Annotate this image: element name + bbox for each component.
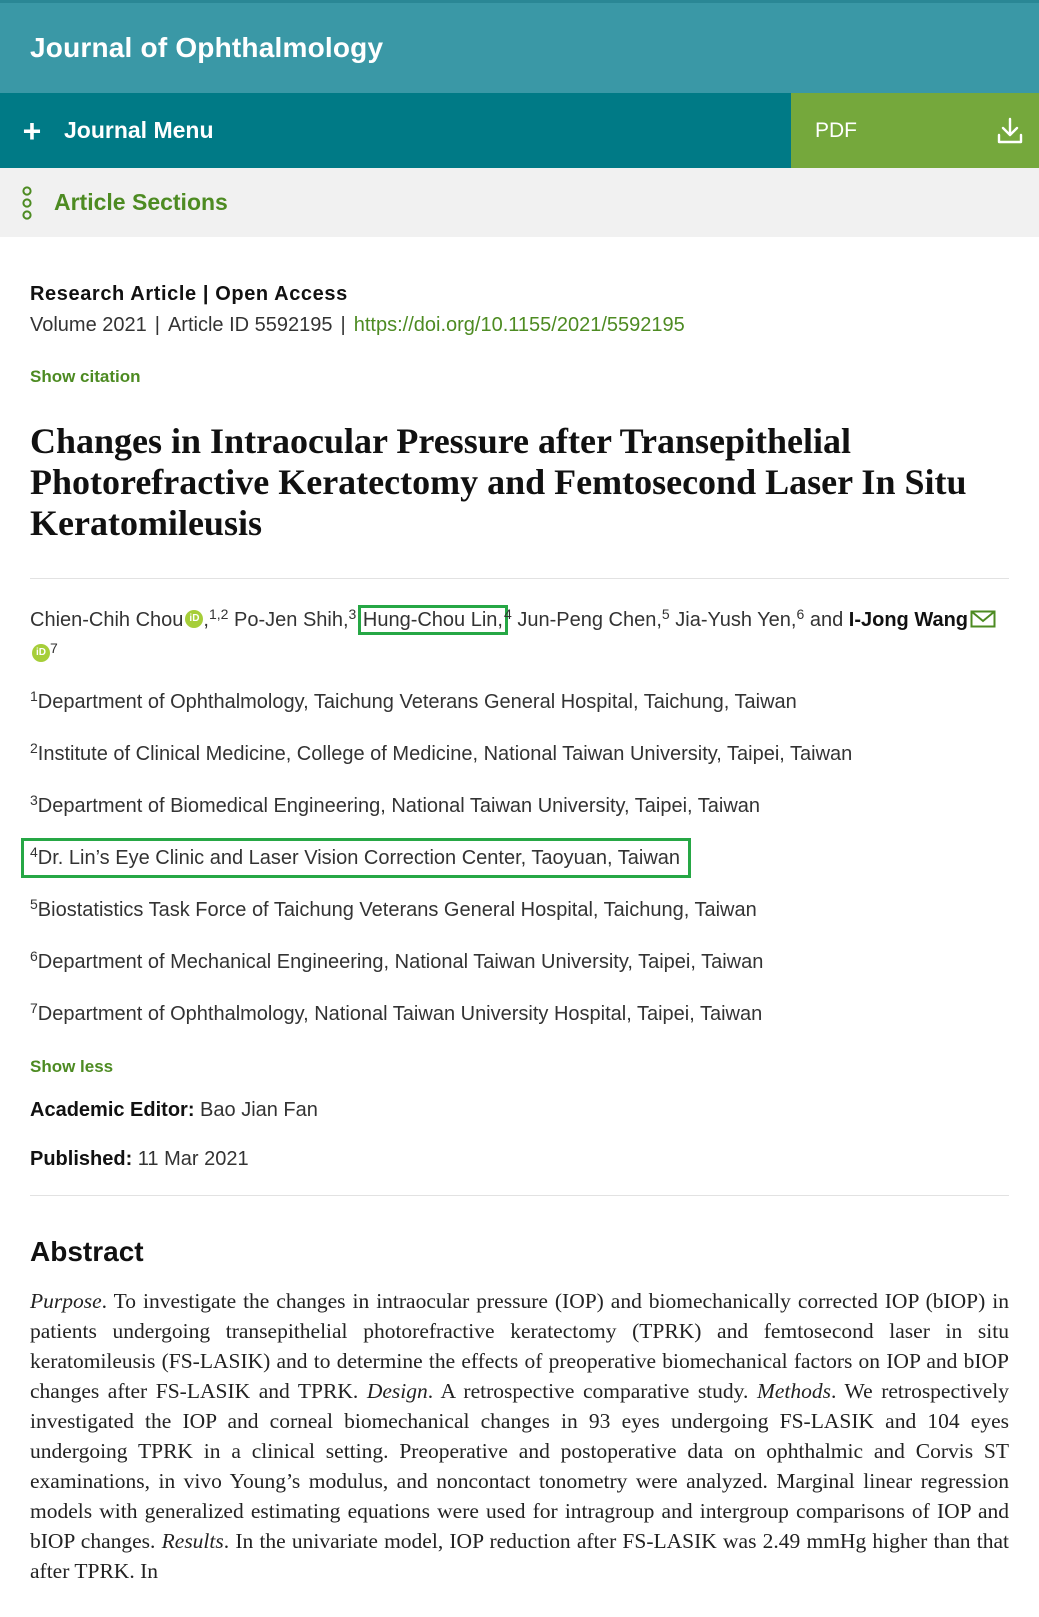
abstract-methods-text: . We retrospectively investigated the IOP and corneal biomechanical changes in 93 eyes undergoing FS-LASIK and 104 eyes undergoing TPRK in a clinical setting. Preoperative and postoperative data on ophthalmic and Corvis ST examinations, in vivo Young’s modulus, and noncontact tonometry were analyzed. Marginal linear regression models with generalized estimating equations were used for intragroup and intergroup comparisons of IOP and bIOP changes. <box>30 1379 1009 1553</box>
article-content <box>0 283 1039 1586</box>
affiliation-text: Department of Biomedical Engineering, National Taiwan University, Taipei, Taiwan <box>37 795 761 817</box>
abstract-text <box>30 1286 1009 1586</box>
published-date <box>30 1148 1009 1171</box>
journal-menu-button[interactable] <box>0 93 791 168</box>
affiliation-item <box>30 789 1009 823</box>
author-name[interactable]: Po-Jen Shih, <box>234 609 349 631</box>
abstract-results-text: . In the univariate model, IOP reduction after FS-LASIK was 2.49 mmHg higher than that after TPRK. In <box>30 1529 1010 1583</box>
affiliation-item-highlighted <box>24 841 688 875</box>
editor-value: Bao Jian Fan <box>200 1099 318 1121</box>
show-citation-link[interactable]: Show citation <box>30 367 141 386</box>
affiliation-number: 1 <box>30 688 38 704</box>
volume-line: Volume 2021 | Article ID 5592195 | https://doi.org/10.1155/2021/5592195 <box>30 314 685 336</box>
affiliation-number: 4 <box>30 844 38 860</box>
affiliation-item <box>30 997 1009 1031</box>
orcid-icon[interactable]: iD <box>185 610 203 628</box>
affiliation-text: Department of Ophthalmology, National Taiwan University Hospital, Taipei, Taiwan <box>37 1003 763 1025</box>
abstract-purpose-text: . To investigate the changes in intraocular pressure (IOP) and biomechanically corrected IOP (bIOP) in patients undergoing transepithelial photorefractive keratectomy (TPRK) and femtosecond laser in situ keratomileusis (FS-LASIK) and to determine the effects of preoperative biomechanical factors on IOP and bIOP changes after FS-LASIK and TPRK. <box>30 1289 1009 1403</box>
pdf-label: PDF <box>815 118 857 142</box>
download-icon <box>995 116 1025 146</box>
author-superscript: 3 <box>348 606 357 622</box>
email-icon[interactable] <box>970 610 996 628</box>
volume: Volume 2021 <box>30 314 147 336</box>
abstract-design-label: Design <box>366 1379 428 1403</box>
affiliation-number: 7 <box>30 1000 38 1016</box>
article-sections-label: Article Sections <box>54 189 228 215</box>
published-value: 11 Mar 2021 <box>137 1148 249 1170</box>
affiliation-text: Biostatistics Task Force of Taichung Veterans General Hospital, Taichung, Taiwan <box>37 899 757 921</box>
abstract-design-text: . A retrospective comparative study. <box>427 1379 757 1403</box>
author-superscript: 4 <box>503 606 512 622</box>
author-superscript: 1,2 <box>208 606 229 622</box>
article-sections-button[interactable] <box>0 168 1039 237</box>
editor-label: Academic Editor: <box>30 1099 195 1121</box>
divider <box>30 1195 1009 1196</box>
divider <box>30 578 1009 579</box>
academic-editor <box>30 1099 1009 1122</box>
journal-title[interactable]: Journal of Ophthalmology <box>30 32 384 63</box>
author-name[interactable]: Jun-Peng Chen, <box>517 609 662 631</box>
affiliation-text: Department of Mechanical Engineering, National Taiwan University, Taipei, Taiwan <box>37 951 764 973</box>
article-id: Article ID 5592195 <box>167 314 333 336</box>
published-label: Published: <box>30 1148 133 1170</box>
affiliation-number: 2 <box>30 740 38 756</box>
article-type: Research Article | Open Access <box>30 283 348 305</box>
journal-menu-label: Journal Menu <box>64 117 214 143</box>
affiliation-text: Department of Ophthalmology, Taichung Veterans General Hospital, Taichung, Taiwan <box>37 691 797 713</box>
author-superscript: 5 <box>661 606 670 622</box>
orcid-icon[interactable]: iD <box>32 644 50 662</box>
abstract-heading: Abstract <box>30 1236 144 1267</box>
abstract-methods-label: Methods <box>756 1379 831 1403</box>
journal-header <box>0 0 1039 93</box>
plus-icon: + <box>22 112 42 149</box>
affiliation-item <box>30 893 1009 927</box>
doi-link[interactable]: https://doi.org/10.1155/2021/5592195 <box>353 314 685 336</box>
author-superscript: 7 <box>50 640 58 656</box>
author-name-highlighted[interactable]: Hung-Chou Lin, <box>362 609 503 631</box>
article-title: Changes in Intraocular Pressure after Transepithelial Photorefractive Keratectomy and Femtosecond Laser In Situ Keratomileusis <box>30 421 967 543</box>
show-less-link[interactable]: Show less <box>30 1057 114 1076</box>
author-superscript: 6 <box>796 606 805 622</box>
menu-bar <box>0 93 1039 168</box>
author-name[interactable]: Chien-Chih Chou <box>30 609 184 631</box>
abstract-purpose-label: Purpose <box>30 1289 102 1313</box>
author-connector: and <box>809 609 844 631</box>
affiliation-text: Institute of Clinical Medicine, College of Medicine, National Taiwan University, Taipei, Taiwan <box>37 743 853 765</box>
author-name[interactable]: I-Jong Wang <box>848 609 969 631</box>
affiliation-number: 5 <box>30 896 38 912</box>
vertical-dots-icon <box>20 186 34 220</box>
affiliation-text: Dr. Lin’s Eye Clinic and Laser Vision Correction Center, Taoyuan, Taiwan <box>37 847 681 869</box>
author-name[interactable]: Jia-Yush Yen, <box>675 609 797 631</box>
affiliation-item <box>30 737 1009 771</box>
affiliation-item <box>30 685 1009 719</box>
affiliation-number: 3 <box>30 792 38 808</box>
pdf-download-button[interactable] <box>791 93 1039 168</box>
affiliation-item <box>30 945 1009 979</box>
abstract-results-label: Results <box>161 1529 224 1553</box>
affiliation-number: 6 <box>30 948 38 964</box>
author-list: Chien-Chih Chou iD ,$^{1,2}$ Po-Jen Shih,$^3$ Hung-Chou Lin,$^4$ Jun-Peng Chen,$^5$ Jia-Yush Yen,$^6$ and I-Jong WangiD $^7$ <box>30 603 1009 671</box>
